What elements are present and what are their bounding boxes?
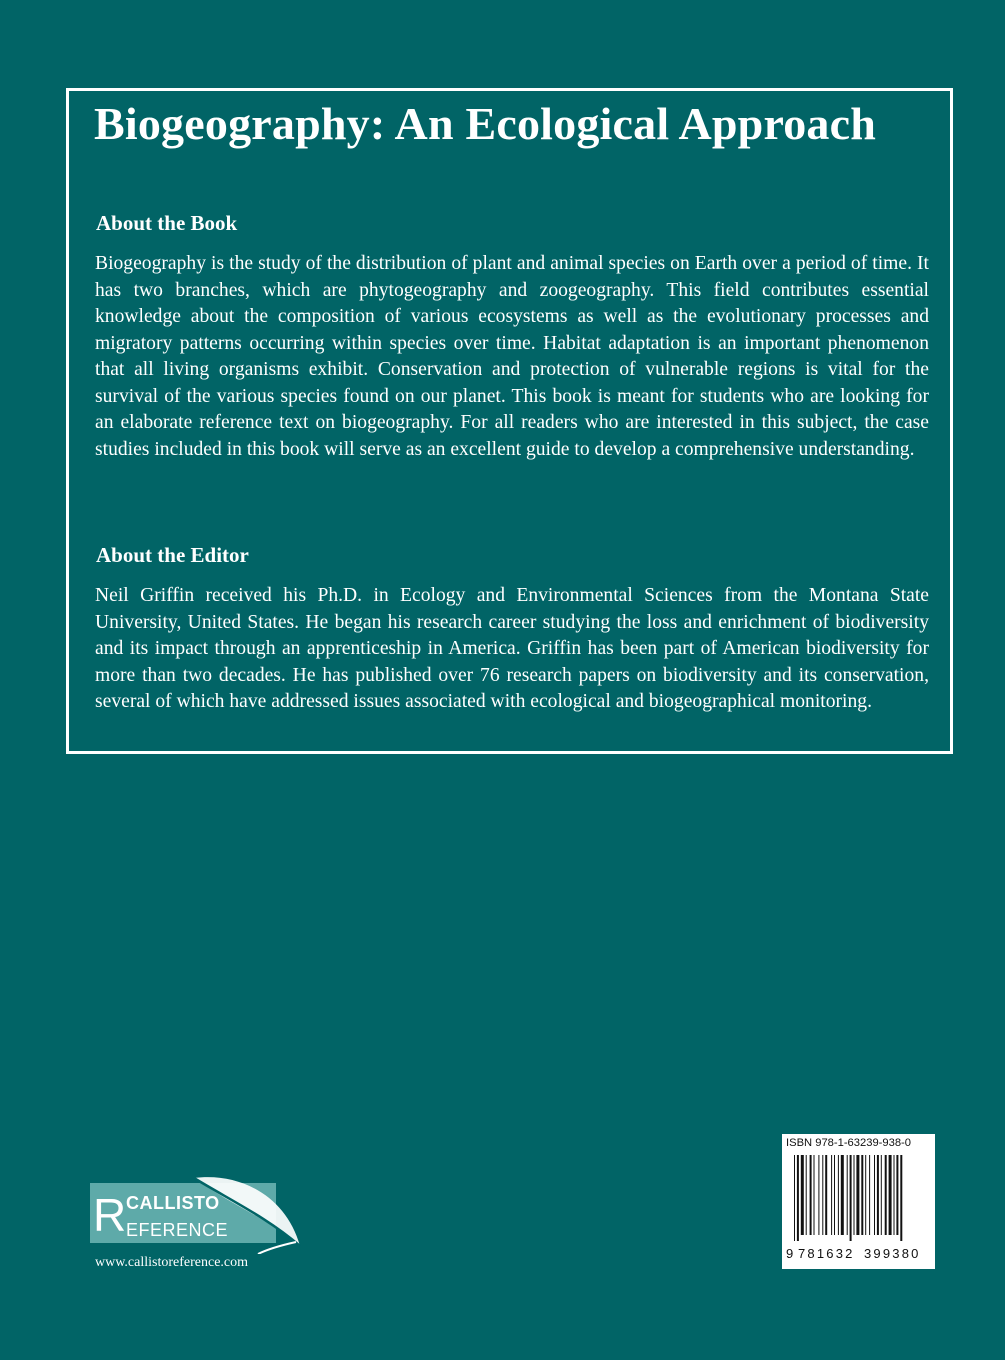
- barcode-bar: [854, 1155, 855, 1235]
- barcode-bar: [874, 1155, 875, 1235]
- about-book-text: Biogeography is the study of the distribution of plant and animal species on Earth over a period of time. It has two branches, which are phytogeography and zoogeography. This field contributes essential knowledge about the composition of various ecosystems as well as the evolutionary processes and migratory patterns occurring within species over time. Habitat adaptation is an important phenomenon that all living organisms exhibit. Conservation and protection of vulnerable regions is vital for the survival of the various species found on our planet. This book is meant for students who are looking for an elaborate reference text on biogeography. For all readers who are interested in this subject, the case studies included in this book will serve as an excellent guide to develop a comprehensive understanding.: [95, 253, 929, 460]
- book-title: Biogeography: An Ecological Approach: [94, 98, 877, 149]
- barcode-bar: [794, 1155, 795, 1241]
- barcode-bar: [889, 1155, 892, 1235]
- barcode-bar: [814, 1155, 815, 1235]
- publisher-website: www.callistoreference.com: [95, 1255, 249, 1270]
- isbn-barcode-block: [782, 1134, 935, 1269]
- barcode-bar: [810, 1155, 812, 1235]
- logo-bottom-text: EFERENCE: [126, 1220, 229, 1240]
- barcode-bar: [834, 1155, 835, 1235]
- barcode-bar: [847, 1155, 848, 1235]
- about-editor-heading: About the Editor: [96, 543, 249, 567]
- barcode-bar: [822, 1155, 823, 1235]
- barcode-bar: [896, 1155, 898, 1235]
- barcode-bar: [865, 1155, 866, 1235]
- barcode-bar: [838, 1155, 839, 1235]
- about-editor-text: Neil Griffin received his Ph.D. in Ecology and Environmental Sciences from the Montana State University, United States. He began his research career studying the loss and enrichment of biodiversity and its impact through an apprenticeship in America. Griffin has been part of American biodiversity for more than two decades. He has published over 76 research papers on biodiversity and its conservation, several of which have addressed issues associated with ecological and biogeographical monitoring.: [95, 585, 929, 712]
- barcode-bar: [856, 1155, 859, 1235]
- logo-top-text: CALLISTO: [126, 1193, 220, 1213]
- barcode-bar: [881, 1155, 882, 1235]
- barcode-bar: [825, 1155, 827, 1235]
- isbn-digit-first: 9: [786, 1246, 794, 1261]
- about-book-heading: About the Book: [96, 211, 238, 235]
- barcode-bar: [894, 1155, 895, 1235]
- isbn-label: ISBN 978-1-63239-938-0: [786, 1137, 912, 1149]
- barcode-bar: [797, 1155, 799, 1241]
- barcode-bar: [850, 1155, 852, 1241]
- barcode-bar: [885, 1155, 887, 1235]
- barcode-bar: [831, 1155, 832, 1235]
- barcode-bar: [841, 1155, 844, 1235]
- barcode-bar: [801, 1155, 804, 1235]
- logo-initial: R: [93, 1189, 127, 1241]
- isbn-digits-right: 399380: [864, 1246, 921, 1261]
- isbn-digits-left: 781632: [798, 1246, 855, 1261]
- barcode-bar: [861, 1155, 863, 1235]
- barcode-bar: [869, 1155, 870, 1235]
- publisher-logo: [90, 1176, 302, 1254]
- barcode-bar: [900, 1155, 902, 1241]
- barcode-bar: [806, 1155, 807, 1235]
- barcode-icon: [786, 1155, 931, 1241]
- barcode-bar: [818, 1155, 819, 1235]
- barcode-bar: [877, 1155, 879, 1235]
